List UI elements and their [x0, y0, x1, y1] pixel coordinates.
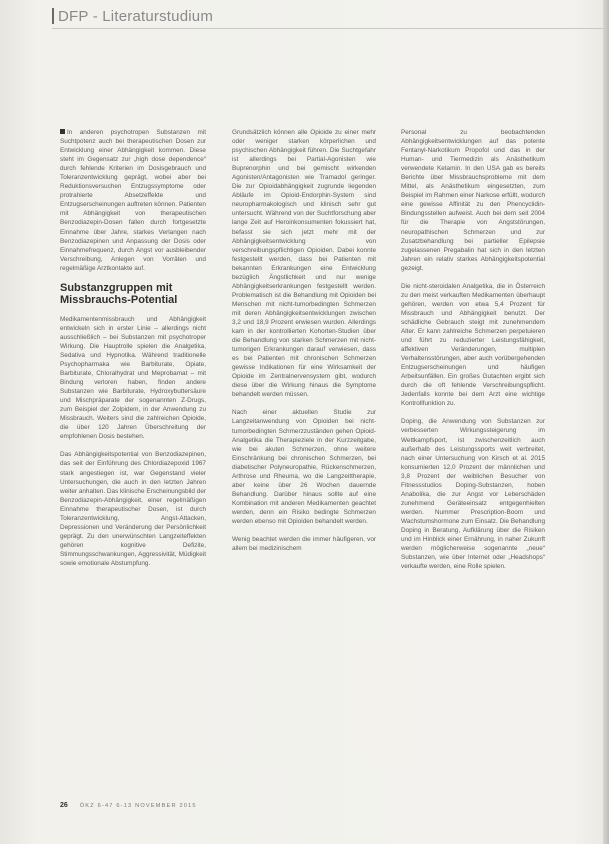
intro-text: In anderen psychotropen Substanzen mit Suchtpotenz auch bei therapeutischen Dosen zur Entwicklung einer Abhängigkeit kommen. Diese steht im Gegensatz zur „high dose dependence“ durch fehlende Kriterien im Dosisgebrauch und Toleranzentwicklung geprägt, wobei aber bei Reduktionsversuchen Entzugssymptome oder protrahierte Absetzeffekte und Entzugserscheinungen auftreten können. Patienten mit Abhängigkeit von therapeutischen Benzodiazepin-Dosen fallen durch fortgesetzte Einnahme über Jahre, starkes Verlangen nach Benzodiazepinen und Anpassung der Dosis oder Einnahmefrequenz, durch Angst vor ausbleibender Verschreibung, Anlegen von Vorräten und regelmäßige Arztkontakte auf.: [60, 129, 206, 272]
paragraph: Wenig beachtet werden die immer häufigeren, vor allem bei medizinischem: [232, 536, 376, 553]
paragraph: Das Abhängigkeitspotential von Benzodiazepinen, das seit der Einführung des Chlordiazepoxid 1967 stark angestiegen ist, war Gegenstand vieler Untersuchungen, die auch in den letzten Jahren weiter anhalten. Das klinische Erscheinungsbild der Benzodiazepin-Abhängigkeit, einer regelmäßigen Einnahme therapeutischer Dosen, ist durch Toleranzentwicklung, Angst-Attacken, Depressionen und Veränderung der Persönlichkeit geprägt. Zu den unerwünschten Langzeiteffekten gehören kognitive Defizite, Stimmungsschwankungen, Aggressivität, Müdigkeit sowie emotionale Abstumpfung.: [60, 451, 206, 567]
page-number: 26: [60, 802, 68, 809]
square-bullet-icon: [60, 129, 65, 134]
paragraph: Medikamentenmissbrauch und Abhängigkeit entwickeln sich in erster Linie – allerdings nicht ausschließlich – bei Substanzen mit psychotroper Wirkung. Die Hauptrolle spielen die Analgetika, Sedativa und Hypnotika. Während traditionelle Psychopharmaka wie Barbiturate, Opiate, Barbiturate, Chloralhydrat und Meprobamat – mit Bindung verloren haben, finden andere Substanzen wie Barbiturate, Hydroxybuttersäure und Mischpräparate der sogenannten Z-Drugs, zum Beispiel der Zolpidem, in der Anwendung zu Missbrauch. Weiters sind die zahlreichen Opioide, die über 120 Jahren Überschreitung der empfohlenen Dosis bestehen.: [60, 315, 206, 441]
publication-info: ÖKZ 6-47 6-13 NOVEMBER 2015: [79, 803, 197, 809]
text-column-2: [232, 128, 376, 562]
text-column-1: [60, 128, 206, 577]
intro-paragraph: [60, 128, 206, 273]
page-edge-shadow: [603, 0, 609, 844]
paragraph: Personal zu beobachtenden Abhängigkeitsentwicklungen auf das potente Fentanyl-Narkotikum Propofol und das in der Human- und Tiermedizin als Anästhetikum verwendete Ketamin. In den USA gab es bereits Berichte über Missbrauchsprobleme mit dem Mittel, als Anästhetikum eingesetzten, zum Beispiel im Rahmen einer Narkose erfüllt, wodurch eine gewisse Affinität zu den Phencyclidin-Bindungsstellen aufweist. Auch bei dem seit 2004 für die Therapie von Angststörungen, neuropathischen Schmerzen und zur Zusatzbehandlung bei partieller Epilepsie zugelassenen Pregabalin hat sich in den letzten Jahren ein relativ starkes Abhängigkeitspotential gezeigt.: [401, 129, 545, 272]
paragraph: Die nicht-steroidalen Analgetika, die in Österreich zu den meist verkauften Medikamenten überhaupt gehören, werden von etwa 5,4 Prozent für Missbrauch und Abhängigkeit benutzt. Der schädliche Gebrauch steigt mit zunehmendem Alter. Er kann zahlreiche Schmerzen perpetuieren und führt zu reduzierter Leistungsfähigkeit, affektiven Veränderungen, multiplen Verhaltensstörungen, aber auch vorübergehenden Entzugserscheinungen und häufigen Arbeitsunfällen. Ein großes Gutachten ergibt sich durch die oft fehlende Verschreibungspflicht. Jedenfalls konnte bei dem Arzt eine wichtige Kontrollfunktion zu.: [401, 282, 545, 408]
paragraph: Nach einer aktuellen Studie zur Langzeitanwendung von Opioiden bei nicht-tumorbedingten Schmerzzuständen gehen Opioid-Analgetika die Therapieziele in der Kurzzeitgabe, wie bei akuten Schmerzen, ohne weitere Einschränkung bei chronischen Schmerzen, bei diabetischer Polyneuropathie, Rückenschmerzen, Arthrose und Rheuma, wo die Langzeittherapie, aber keine über 26 Wochen dauernde Behandlung. Darüber hinaus sollte auf eine Kombination mit anderen Medikamenten geachtet werden, denn ein Risiko bedingte Schmerzen werden ebenso mit Opioiden behandelt werden.: [232, 409, 376, 525]
page-footer: [60, 802, 197, 809]
text-column-3: [401, 128, 545, 580]
paragraph: Doping, die Anwendung von Substanzen zur verbesserten Wirkungssteigerung im Wettkampfsport, ist zwischenzeitlich auch außerhalb des Leistungssports weit verbreitet, nach einer Untersuchung von Kirsch et al. 2015 konsumierten 12,0 Prozent der männlichen und 3,8 Prozent der weiblichen Besucher von Fitnessstudios Doping-Substanzen, hoben Anabolika, die zur Angst vor Leberschäden zunehmend Geräteeinsatz entgegenhielten werden. Nummer Prescription-Boom und Wachstumshormone zum Einsatz. Die Behandlung Doping in Beratung, Aufklärung über die Risiken und im Hinblick einer Ernährung, in naher Zukunft werden möglicherweise sogenannte „neue“ Substanzen, wie über Internet oder „Headshops“ verkaufte werden, eine Rolle spielen.: [401, 418, 545, 571]
page-header-title: DFP - Literaturstudium: [58, 8, 214, 25]
header-accent-bar: [52, 8, 54, 24]
paragraph: Grundsätzlich können alle Opioide zu einer mehr oder weniger starken körperlichen und psychischen Abhängigkeit führen. Die Suchtgefahr ist allerdings bei Partial-Agonisten wie Buprenorphin und bei gemischt wirkenden Agonisten/Antagonisten wie Tramadol geringer. Die zur Opioidabhängigkeit zugrunde liegenden Abläufe im Opioid-Endorphin-System sind neuropharmakologisch und klinisch sehr gut untersucht. Während von der Suchtforschung aber lange Zeit auf Heroinkonsumenten fokussiert hat, befasst sie sich jetzt mehr mit der Abhängigkeitsentwicklung von verschreibungspflichtigen Opioiden. Dabei konnte festgestellt werden, dass bei Patienten mit bekannten Erkrankungen eine Entwicklung bezüglich Ängstlichkeit und nur wenige Abhängigkeitserkrankungen festgestellt werden. Problematisch ist die Behandlung mit Opioiden bei Menschen mit nicht-tumorbedingten Schmerzen mit deren Abhängigkeitsentwicklungen zwischen 3,2 und 18,9 Prozent erwiesen wurden. Allerdings kam in der kontrollierten Kohorten-Studien über die Behandlung von starken Schmerzen mit nicht-tumorigen Erkrankungen darauf verwiesen, dass es bei Patienten mit chronischen Schmerzen gewisse Indikationen für eine Wirksamkeit der Opioide im Zentralnervensystem gibt, wodurch diese über die Wirkung hinaus die Symptome behandelt werden müssen.: [232, 129, 376, 399]
header-divider: [52, 28, 603, 29]
section-heading: Substanzgruppen mit Missbrauchs-Potential: [60, 281, 178, 307]
